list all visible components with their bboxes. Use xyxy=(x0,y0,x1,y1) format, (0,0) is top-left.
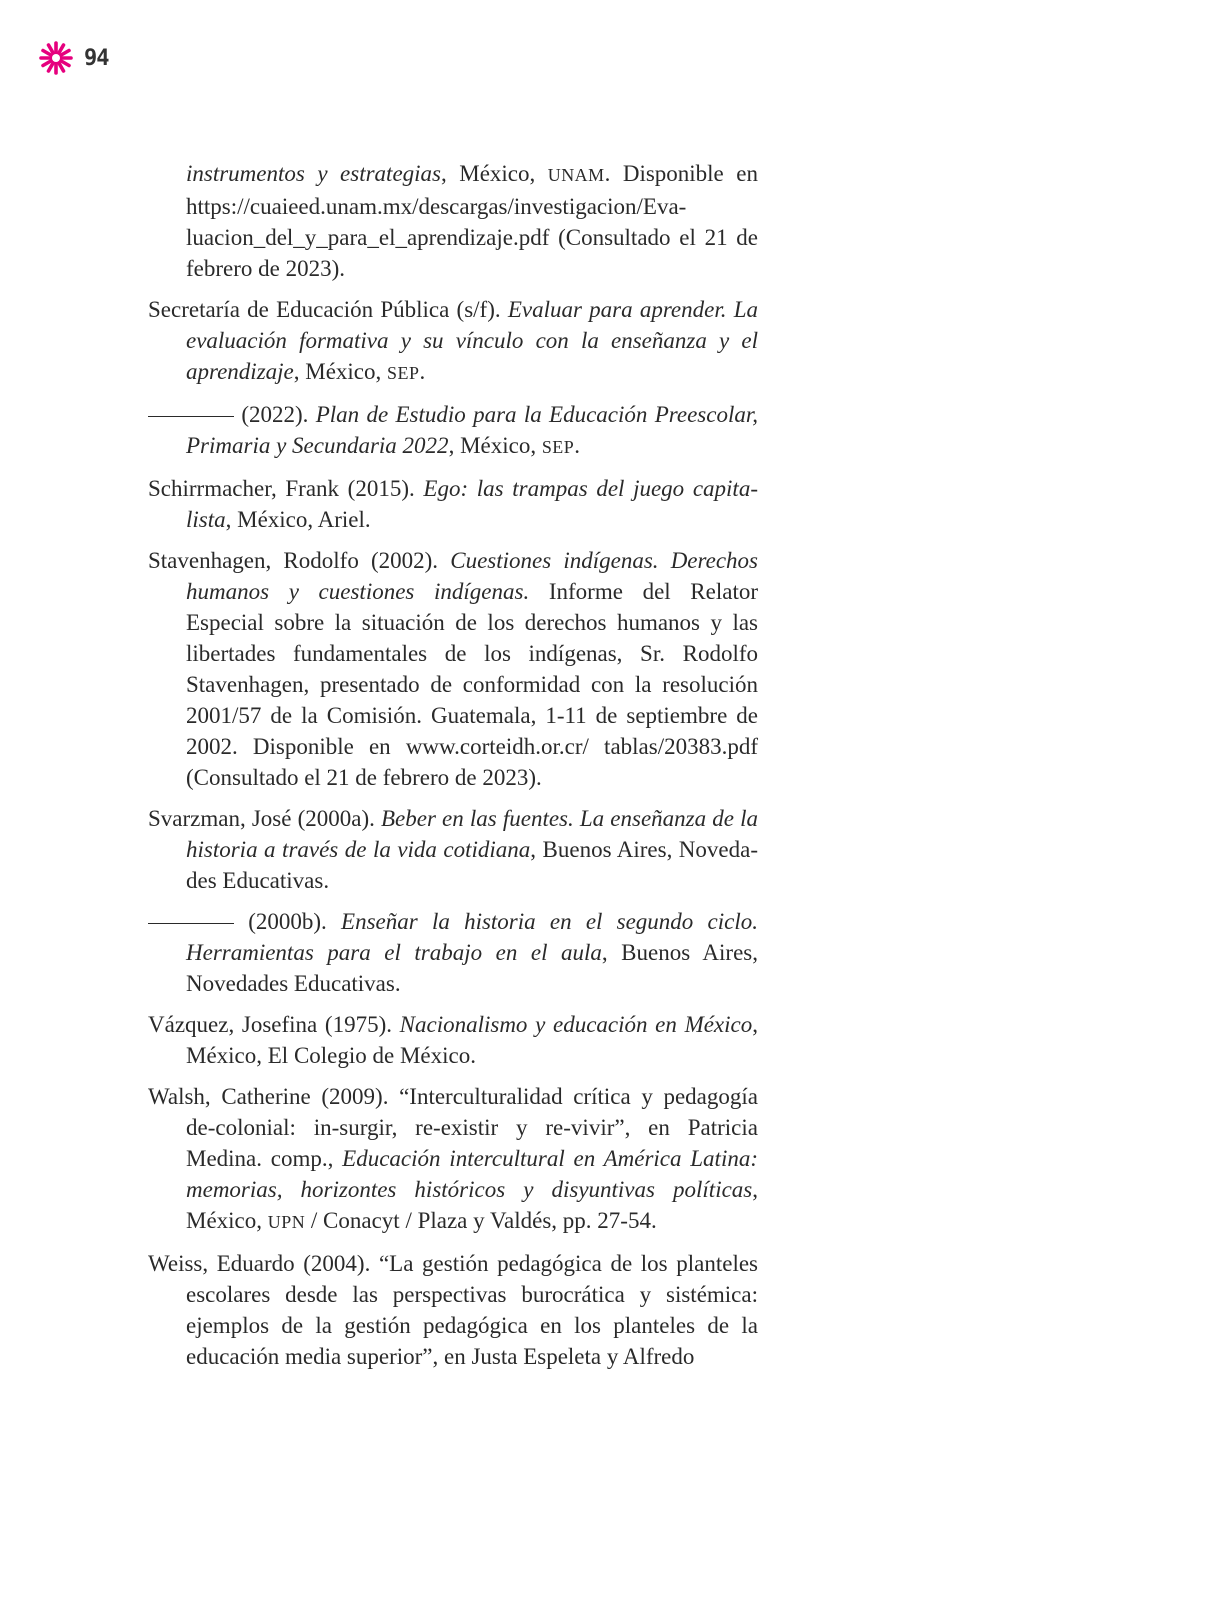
reference-acronym: UPN xyxy=(267,1212,306,1232)
reference-title: Cuestiones indígenas. Derechos humanos y cuestiones indígenas. xyxy=(186,548,758,604)
reference-acronym: SEP xyxy=(541,437,575,457)
page-header xyxy=(38,40,109,76)
reference-title: Evaluar para aprender. La evaluación formativa y su vínculo con la enseñanza y el aprendizaje xyxy=(186,297,758,384)
reference-entry xyxy=(148,545,758,793)
reference-text: Svarzman, José (2000a). xyxy=(148,806,381,831)
reference-text: (2022). xyxy=(234,402,316,427)
reference-title: Beber en las fuentes. La enseñanza de la historia a través de la vida cotidiana xyxy=(186,806,758,862)
reference-text: . xyxy=(574,433,580,458)
reference-text: (2000b). xyxy=(234,909,342,934)
reference-title: Educación intercultural en América Latina: memorias, horizontes históricos y disyuntivas políticas xyxy=(186,1146,758,1202)
reference-entry xyxy=(148,803,758,896)
reference-entry xyxy=(148,158,758,284)
reference-acronym: SEP xyxy=(387,363,420,383)
reference-text: . Disponible en https://cuaieed.unam.mx/descargas/investigacion/Evaluacion_del_y_para_el_aprendizaje.pdf (Consultado el 21 de febrero de 2023). xyxy=(186,161,758,281)
reference-title: Plan de Estudio para la Educación Preescolar, Primaria y Secundaria 2022 xyxy=(186,402,758,458)
reference-text: Secretaría de Educación Pública (s/f). xyxy=(148,297,508,322)
reference-title: instrumentos y estrategias xyxy=(186,161,441,186)
reference-entry xyxy=(148,473,758,535)
reference-text: Walsh, Catherine (2009). “Interculturalidad crítica y pedagogía de-colonial: in-surgir, re-existir y re-vivir”, en Patricia Medina. comp., xyxy=(148,1084,758,1171)
reference-title: Nacionalismo y educación en México xyxy=(399,1012,753,1037)
reference-text: , México, Ariel. xyxy=(225,507,371,532)
asterisk-icon xyxy=(38,40,74,76)
reference-text: , México, xyxy=(186,1177,758,1233)
reference-list xyxy=(148,158,758,1382)
reference-acronym: UNAM xyxy=(547,165,605,185)
reference-text: Weiss, Eduardo (2004). “La gestión pedagógica de los planteles escolares desde las perspectivas burocrática y sistémica: ejemplos de la gestión pedagógica en los planteles de la educación media superior”, en Justa Espeleta y Alfredo xyxy=(148,1251,758,1369)
reference-entry xyxy=(148,1081,758,1238)
reference-text: , Buenos Aires, Novedades Educativas. xyxy=(186,940,758,996)
reference-title: Enseñar la historia en el segundo ciclo. Herramientas para el trabajo en el aula xyxy=(186,909,758,965)
reference-entry xyxy=(148,1009,758,1071)
same-author-rule xyxy=(148,922,234,924)
reference-text: , México, xyxy=(441,161,548,186)
reference-text: / Conacyt / Plaza y Valdés, pp. 27-54. xyxy=(305,1208,657,1233)
reference-text: , Buenos Aires, Novedades Educativas. xyxy=(186,837,759,893)
reference-text: . xyxy=(419,359,426,384)
reference-text: , México, El Colegio de México. xyxy=(186,1012,758,1068)
reference-text: Stavenhagen, Rodolfo (2002). xyxy=(148,548,451,573)
reference-text: Vázquez, Josefina (1975). xyxy=(148,1012,400,1037)
reference-entry xyxy=(148,906,758,999)
same-author-rule xyxy=(148,415,234,417)
reference-text: Informe del Relator Especial sobre la situación de los derechos humanos y las libertades fundamentales de los indígenas, Sr. Rodolfo Stavenhagen, presentado de conformidad con la resolución 2001/57 de la Comisión. Guatemala, 1-11 de septiembre de 2002. Disponible en www.corteidh.or.cr/ tablas/20383.pdf (Consultado el 21 de febrero de 2023). xyxy=(186,579,759,790)
reference-title: Ego: las trampas del juego capitalista xyxy=(186,476,758,532)
reference-text: Schirrmacher, Frank (2015). xyxy=(148,476,424,501)
reference-entry xyxy=(148,294,758,389)
reference-text: , México, xyxy=(448,433,542,458)
page-number: 94 xyxy=(84,45,109,71)
reference-entry xyxy=(148,1248,758,1372)
reference-entry xyxy=(148,399,758,463)
reference-text: , México, xyxy=(293,359,388,384)
